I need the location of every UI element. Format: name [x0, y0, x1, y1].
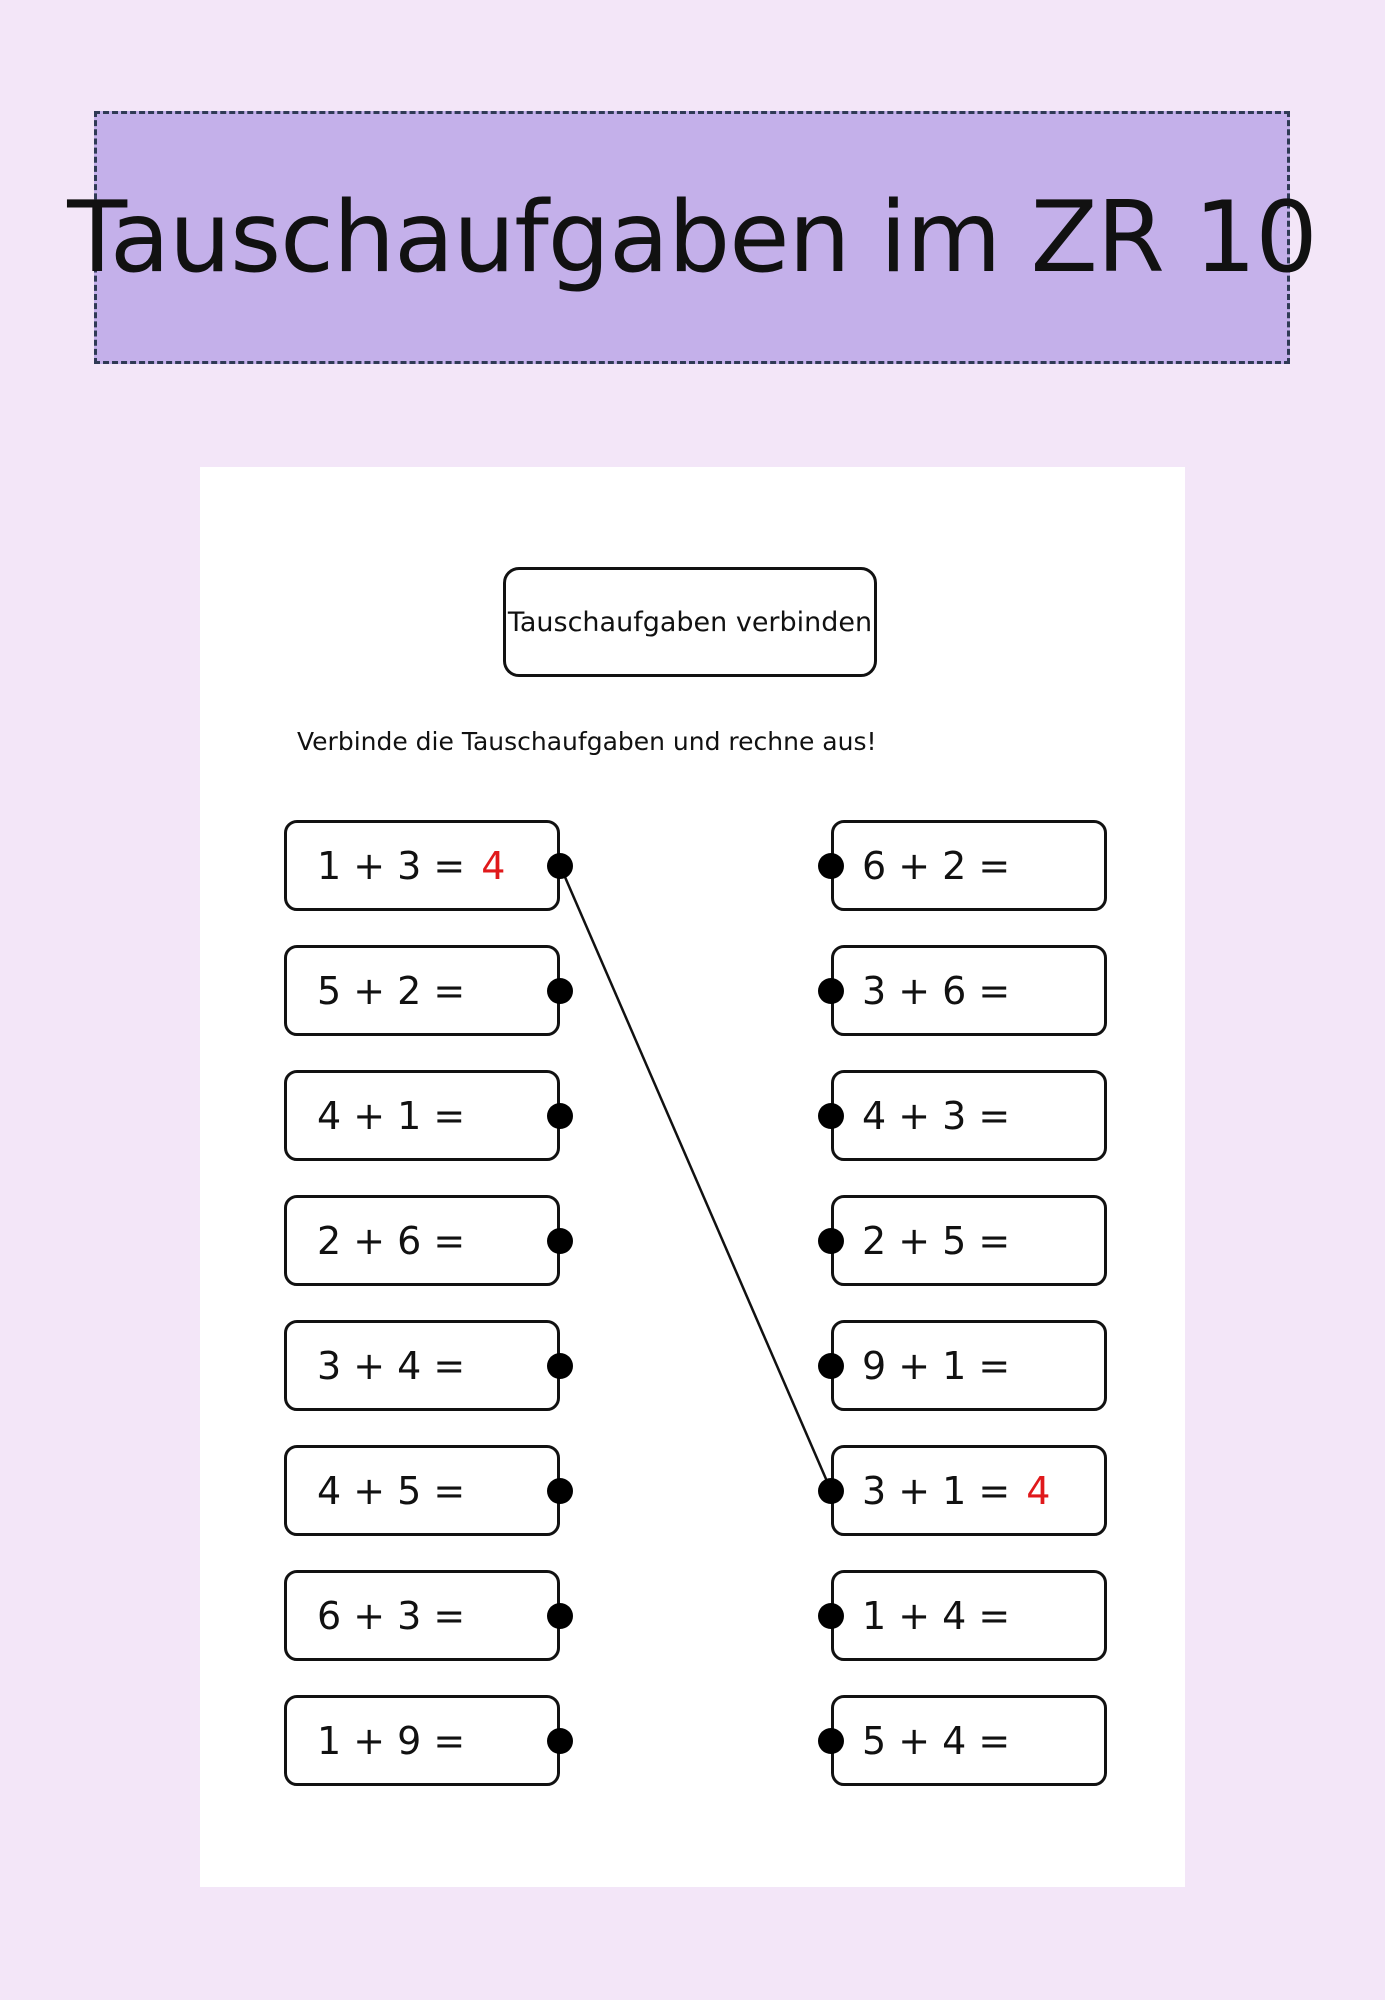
right-task-3[interactable] [831, 1070, 1107, 1161]
connector-dot[interactable] [818, 1353, 844, 1379]
task-answer: 4 [481, 843, 506, 888]
task-expression: 3 + 4 = [317, 1343, 466, 1388]
connector-dot[interactable] [818, 1228, 844, 1254]
task-expression: 2 + 6 = [317, 1218, 466, 1263]
left-task-1[interactable] [284, 820, 560, 911]
connector-dot[interactable] [547, 1603, 573, 1629]
task-expression: 4 + 3 = [862, 1093, 1011, 1138]
right-task-1[interactable] [831, 820, 1107, 911]
task-expression: 3 + 1 = [862, 1468, 1011, 1513]
connector-dot[interactable] [547, 1228, 573, 1254]
title-banner [67, 111, 1317, 364]
connector-dot[interactable] [818, 1103, 844, 1129]
task-expression: 9 + 1 = [862, 1343, 1011, 1388]
connector-dot[interactable] [547, 1103, 573, 1129]
right-task-2[interactable] [831, 945, 1107, 1036]
task-expression: 5 + 4 = [862, 1718, 1011, 1763]
right-task-7[interactable] [831, 1570, 1107, 1661]
left-task-4[interactable] [284, 1195, 560, 1286]
worksheet [200, 467, 1185, 1887]
connector-dot[interactable] [818, 853, 844, 879]
task-expression: 5 + 2 = [317, 968, 466, 1013]
task-answer: 4 [1026, 1468, 1051, 1513]
left-task-5[interactable] [284, 1320, 560, 1411]
right-task-5[interactable] [831, 1320, 1107, 1411]
task-expression: 2 + 5 = [862, 1218, 1011, 1263]
right-task-8[interactable] [831, 1695, 1107, 1786]
left-task-2[interactable] [284, 945, 560, 1036]
task-expression: 6 + 3 = [317, 1593, 466, 1638]
connector-dot[interactable] [547, 1728, 573, 1754]
connector-dot[interactable] [818, 978, 844, 1004]
connector-dot[interactable] [547, 1478, 573, 1504]
right-task-6[interactable] [831, 1445, 1107, 1536]
worksheet-instruction: Verbinde die Tauschaufgaben und rechne aus! [297, 727, 877, 756]
page-title: Tauschaufgaben im ZR 10 [67, 180, 1317, 295]
task-expression: 1 + 4 = [862, 1593, 1011, 1638]
left-task-6[interactable] [284, 1445, 560, 1536]
connector-layer [200, 467, 1185, 1887]
worksheet-heading: Tauschaufgaben verbinden [503, 567, 877, 677]
connector-dot[interactable] [818, 1603, 844, 1629]
task-expression: 3 + 6 = [862, 968, 1011, 1013]
task-expression: 1 + 3 = [317, 843, 466, 888]
left-task-8[interactable] [284, 1695, 560, 1786]
task-expression: 6 + 2 = [862, 843, 1011, 888]
task-expression: 1 + 9 = [317, 1718, 466, 1763]
connector-dot[interactable] [547, 853, 573, 879]
task-expression: 4 + 5 = [317, 1468, 466, 1513]
connector-dot[interactable] [818, 1728, 844, 1754]
left-task-3[interactable] [284, 1070, 560, 1161]
connector-dot[interactable] [547, 1353, 573, 1379]
left-task-7[interactable] [284, 1570, 560, 1661]
connection-line [560, 866, 831, 1491]
connector-dot[interactable] [818, 1478, 844, 1504]
right-task-4[interactable] [831, 1195, 1107, 1286]
connector-dot[interactable] [547, 978, 573, 1004]
task-expression: 4 + 1 = [317, 1093, 466, 1138]
